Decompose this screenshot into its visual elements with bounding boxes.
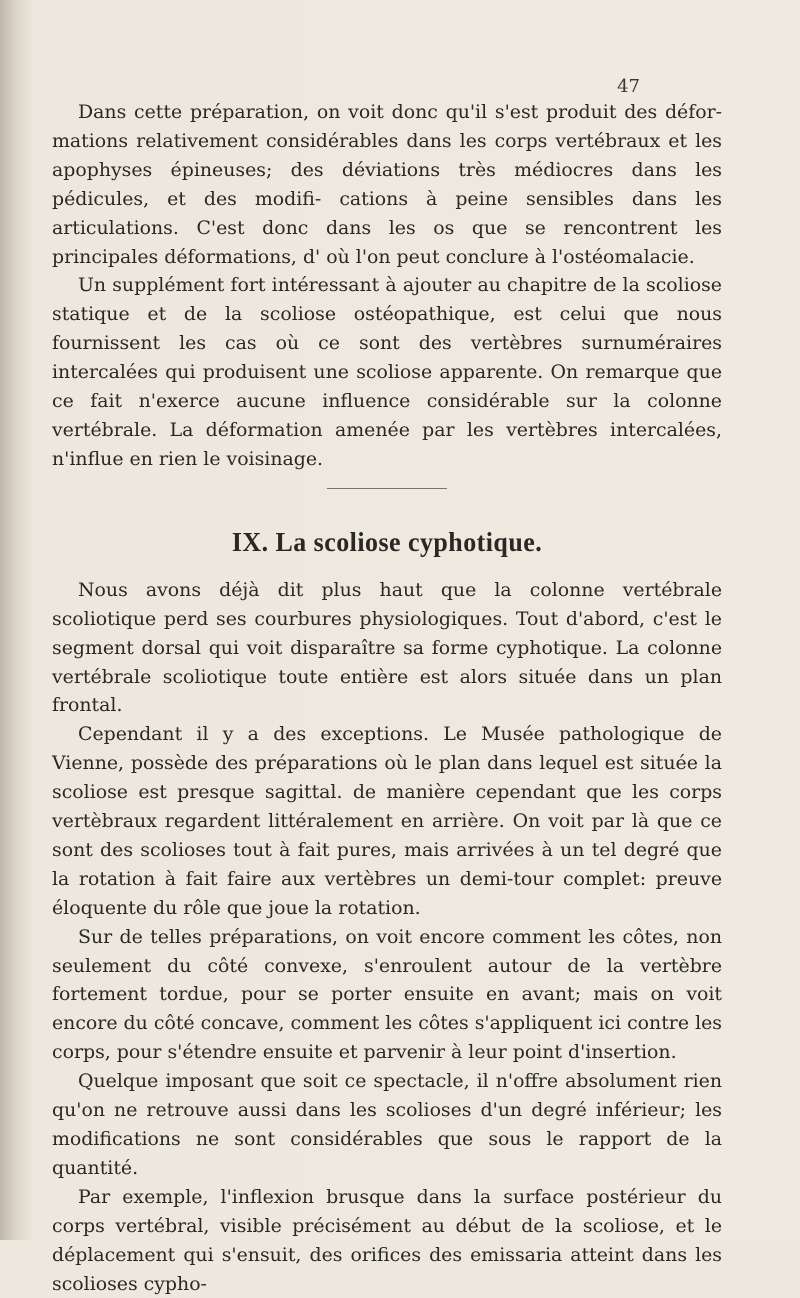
paragraph-exceptions: Cependant il y a des exceptions. Le Musée pathologique de Vienne, possède des préparations où le plan dans lequel est située la scoliose est presque sagittal. de manière cependant que les corps vertèbraux regardent littéralement en arrière. On voit par là que ce sont des scolioses tout à fait pures, mais arrivées à un tel degré que la rotation à fait faire aux vertèbres un demi-tour complet: preuve éloquente du rôle que joue la rotation. xyxy=(52,723,722,919)
paragraph-osteomalacie: Dans cette préparation, on voit donc qu'il s'est produit des défor- mations relativement considérables dans les corps vertébraux et les apophyses épineuses; des déviations très médiocres dans les pédicules, et des modifi- cations à peine sensibles dans les articulations. C'est donc dans les os que se rencontrent les principales déformations, d' où l'on peut conclure à l'ostéomalacie. xyxy=(52,101,722,268)
section-title: IX. La scoliose cyphotique. xyxy=(231,526,543,557)
page-body xyxy=(52,98,722,1298)
section-divider xyxy=(327,488,447,489)
paragraph-inflexion: Par exemple, l'inflexion brusque dans la surface postérieur du corps vertébral, visible précisément au début de la scoliose, et le déplacement qui s'ensuit, des orifices des emissaria atteint dans les scolioses cypho- xyxy=(52,1185,722,1295)
paragraph-cotes: Sur de telles préparations, on voit encore comment les côtes, non seulement du côté convexe, s'enroulent autour de la vertèbre fortement tordue, pour se porter ensuite en avant; mais on voit encore du côté concave, comment les côtes s'appliquent ici contre les corps, pour s'étendre ensuite et parvenir à leur point d'insertion. xyxy=(52,925,722,1064)
paragraph-courbures: Nous avons déjà dit plus haut que la colonne vertébrale scoliotique perd ses courbures physiologiques. Tout d'abord, c'est le segment dorsal qui voit disparaître sa forme cyphotique. La colonne vertébrale scoliotique toute entière est alors située dans un plan frontal. xyxy=(52,578,722,717)
paragraph-vertebres-intercalees: Un supplément fort intéressant à ajouter au chapitre de la scoliose statique et de la scoliose ostéopathique, est celui que nous fournissent les cas où ce sont des vertèbres surnuméraires intercalées qui produisent une scoliose apparente. On remarque que ce fait n'exerce aucune influence considérable sur la colonne vertébrale. La déformation amenée par les vertèbres intercalées, n'influe en rien le voisinage. xyxy=(52,274,722,470)
page-number: 47 xyxy=(617,76,640,97)
paragraph-spectacle: Quelque imposant que soit ce spectacle, il n'offre absolument rien qu'on ne retrouve aussi dans les scolioses d'un degré inférieur; les modifications ne sont considérables que sous le rapport de la quantité. xyxy=(52,1070,722,1179)
